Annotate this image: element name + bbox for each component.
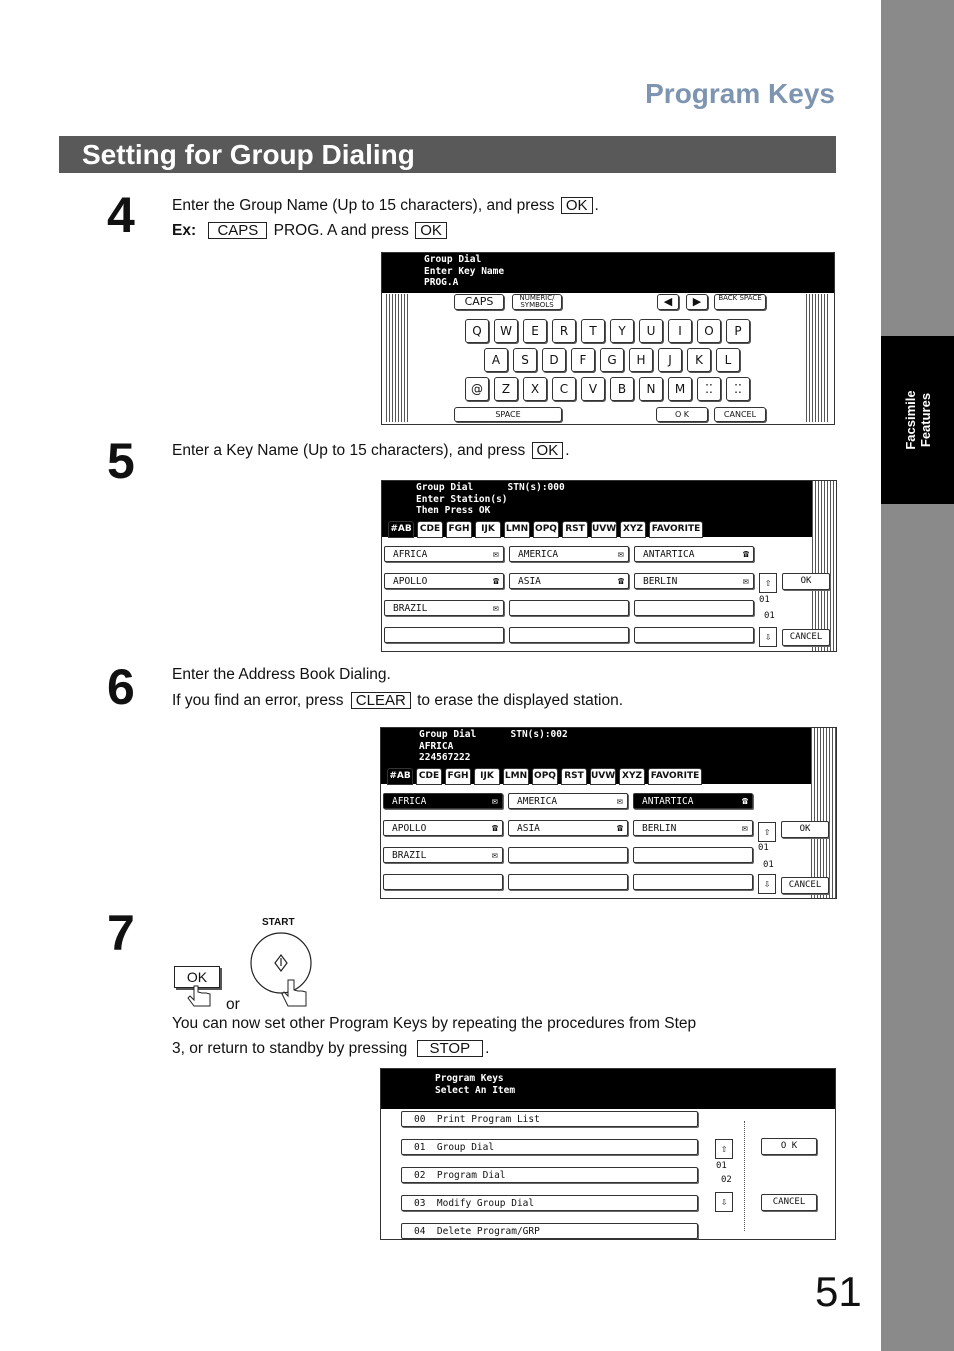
tab-8[interactable]: XYZ [619,768,645,785]
address-entry[interactable] [383,874,503,890]
key-8-row2[interactable]: L [716,348,740,372]
step7-text: 3, or return to standby by pressing [172,1040,408,1057]
phone-icon: ☎ [491,823,498,834]
step4-example [172,222,449,240]
screen-head-line: AFRICA [419,740,454,752]
ok-button[interactable]: O K [656,407,708,422]
key-2-row2[interactable]: D [542,348,566,372]
menu-item[interactable]: 02 Program Dial [401,1167,698,1183]
tab-2[interactable]: FGH [446,521,472,538]
entry-label: APOLLO [392,823,427,834]
address-entry[interactable] [633,793,753,809]
address-entry[interactable] [383,820,503,836]
step6-text-a: If you find an error, press [172,692,344,709]
address-entry[interactable] [509,573,629,589]
screen-head-line: PROG.A [424,277,459,288]
key-5-row2[interactable]: H [629,348,653,372]
key-2-row1[interactable]: E [523,319,547,343]
page-number: 51 [815,1268,862,1315]
step-number-7: 7 [107,905,135,961]
station-selected-screen [380,727,837,899]
address-entry[interactable] [384,600,504,616]
example-label: Ex: [172,222,197,239]
example-text: PROG. A and press [273,222,409,239]
entry-label: BERLIN [643,576,678,587]
address-entry[interactable] [508,874,628,890]
key-1-row1[interactable]: W [494,319,518,343]
address-entry[interactable] [384,546,504,562]
address-entry[interactable] [508,793,628,809]
screen-head-line: Select An Item [435,1084,516,1096]
address-entry[interactable] [508,820,628,836]
key-4-row2[interactable]: G [600,348,624,372]
tab-5[interactable]: OPQ [532,768,558,785]
address-entry[interactable] [508,847,628,863]
address-entry[interactable] [634,600,754,616]
key-6-row1[interactable]: U [639,319,663,343]
address-entry[interactable] [383,847,503,863]
step5-text: Enter a Key Name (Up to 15 characters), and press [172,442,526,459]
entry-label: AMERICA [518,549,559,560]
email-icon: ✉ [491,850,498,861]
page-header-title: Program Keys [645,78,835,109]
tab-7[interactable]: UVW [590,768,616,785]
entry-label: BRAZIL [392,850,427,861]
tab-2[interactable]: FGH [445,768,471,785]
screen-hatch [806,294,830,422]
page-indicator-top: 01 [758,843,769,853]
step7-line1: You can now set other Program Keys by repeating the procedures from Step [172,1015,697,1032]
tab-1[interactable]: CDE [417,521,443,538]
cursor-right-button[interactable]: ▶ [686,294,708,310]
scroll-down-icon[interactable]: ⇩ [715,1192,733,1212]
key-0-row1[interactable]: Q [465,319,489,343]
menu-item[interactable]: 01 Group Dial [401,1139,698,1155]
key-6-row3[interactable]: N [639,377,663,401]
cancel-button[interactable]: CANCEL [782,629,830,646]
phone-icon: ☎ [616,823,623,834]
key-7-row3[interactable]: M [668,377,692,401]
page-indicator-bottom: 01 [763,860,774,870]
step7-line2: 3, or return to standby by pressing STOP . [172,1040,490,1057]
key-8-row3[interactable]: ⁚⁚ [697,377,721,401]
or-text: or [226,996,240,1013]
tab-9[interactable]: FAVORITE [649,521,703,538]
pressing-finger-icon [186,984,216,1008]
key-1-row2[interactable]: S [513,348,537,372]
ok-button[interactable]: OK [782,573,830,590]
entry-label: AFRICA [393,549,428,560]
tab-3[interactable]: IJK [474,768,500,785]
screen-header [381,1069,835,1109]
ok-key-illustration: OK [174,966,220,988]
key-3-row2[interactable]: F [571,348,595,372]
address-entry[interactable] [633,820,753,836]
section-side-tab [881,336,954,504]
tab-9[interactable]: FAVORITE [648,768,702,785]
tab-7[interactable]: UVW [591,521,617,538]
key-0-row3[interactable]: @ [465,377,489,401]
numeric-symbols-button[interactable]: NUMERIC/ SYMBOLS [512,294,562,310]
key-5-row3[interactable]: B [610,377,634,401]
ok-key-label: OK [415,222,447,239]
entry-label: ANTARTICA [643,549,695,560]
screen-head-line: Enter Key Name [424,265,505,277]
caps-button[interactable]: CAPS [454,294,504,310]
key-6-row2[interactable]: J [658,348,682,372]
side-tab-line1: Facsimile [902,390,918,450]
program-keys-screen [380,1068,836,1240]
entry-label: AMERICA [517,796,558,807]
tab-4[interactable]: LMN [503,768,529,785]
scroll-up-icon[interactable]: ⇧ [715,1139,733,1159]
key-4-row1[interactable]: T [581,319,605,343]
tab-6[interactable]: RST [561,768,587,785]
scroll-down-icon[interactable]: ⇩ [759,627,777,647]
start-button-icon [248,930,314,1010]
email-icon: ✉ [492,549,499,560]
address-entry[interactable] [509,600,629,616]
step-number-4: 4 [107,187,135,243]
phone-icon: ☎ [492,576,499,587]
phone-icon: ☎ [741,796,748,807]
address-entry[interactable] [634,573,754,589]
address-entry[interactable] [384,627,504,643]
cancel-button[interactable]: CANCEL [714,407,766,422]
step6-line2 [172,692,623,710]
page-indicator-top: 01 [759,595,770,605]
ok-button[interactable]: O K [761,1138,817,1155]
screen-header [382,253,834,293]
screen-head-line: 224567222 [419,752,471,763]
cursor-left-button[interactable]: ◀ [657,294,679,310]
step-number-5: 5 [107,433,135,489]
screen-hatch [811,728,836,898]
email-icon: ✉ [741,823,748,834]
tab-0[interactable]: #AB [387,768,413,785]
phone-icon: ☎ [742,549,749,560]
start-label: START [262,917,295,928]
menu-item[interactable]: 04 Delete Program/GRP [401,1223,698,1239]
tab-3[interactable]: IJK [475,521,501,538]
key-7-row1[interactable]: I [668,319,692,343]
step-number-6: 6 [107,659,135,715]
screen-head-line: Then Press OK [416,505,491,516]
key-3-row3[interactable]: C [552,377,576,401]
key-0-row2[interactable]: A [484,348,508,372]
station-select-screen [381,480,837,652]
ok-key-label: OK [532,442,564,459]
screen-head-line: Enter Station(s) [416,493,508,505]
menu-item[interactable]: 00 Print Program List [401,1111,698,1127]
step5-instruction: Enter a Key Name (Up to 15 characters), and press OK . [172,442,570,459]
page-indicator-bottom: 01 [764,611,775,621]
step4-text: Enter the Group Name (Up to 15 characters), and press [172,197,555,214]
cancel-button[interactable]: CANCEL [781,877,829,894]
email-icon: ✉ [616,796,623,807]
key-1-row3[interactable]: Z [494,377,518,401]
section-banner [59,136,836,173]
entry-label: ASIA [518,576,541,587]
address-entry[interactable] [509,546,629,562]
divider [744,1121,745,1231]
step4-instruction: Enter the Group Name (Up to 15 characters), and press OK . [172,197,599,214]
tab-6[interactable]: RST [562,521,588,538]
key-4-row3[interactable]: V [581,377,605,401]
page-indicator-top: 01 [716,1161,727,1171]
page-indicator-bottom: 02 [721,1175,732,1185]
email-icon: ✉ [491,796,498,807]
address-entry[interactable] [384,573,504,589]
key-2-row3[interactable]: X [523,377,547,401]
cancel-button[interactable]: CANCEL [761,1194,817,1211]
stop-key-label: STOP [417,1040,484,1057]
entry-label: ANTARTICA [642,796,694,807]
menu-item[interactable]: 03 Modify Group Dial [401,1195,698,1211]
key-5-row1[interactable]: Y [610,319,634,343]
key-9-row1[interactable]: P [726,319,750,343]
screen-hatch [386,294,410,422]
step6-line1: Enter the Address Book Dialing. [172,666,391,683]
key-3-row1[interactable]: R [552,319,576,343]
section-title: Setting for Group Dialing [82,139,415,170]
address-entry[interactable] [633,874,753,890]
address-entry[interactable] [634,627,754,643]
caps-key-label: CAPS [208,222,267,239]
screen-head-line: Group Dial [424,254,482,265]
backspace-button[interactable]: BACK SPACE [714,294,766,310]
address-entry[interactable] [633,847,753,863]
tab-0[interactable]: #AB [388,521,414,538]
screen-head-line: Group Dial STN(s):000 [416,482,565,493]
tab-5[interactable]: OPQ [533,521,559,538]
screen-hatch [812,481,836,651]
email-icon: ✉ [742,576,749,587]
email-icon: ✉ [617,549,624,560]
key-9-row3[interactable]: ⁚⁚ [726,377,750,401]
entry-label: ASIA [517,823,540,834]
key-7-row2[interactable]: K [687,348,711,372]
address-entry[interactable] [383,793,503,809]
address-entry[interactable] [509,627,629,643]
keyboard-screen [381,252,835,425]
scroll-up-icon[interactable]: ⇧ [758,822,776,842]
entry-label: AFRICA [392,796,427,807]
space-button[interactable]: SPACE [454,407,562,422]
address-entry[interactable] [634,546,754,562]
tab-1[interactable]: CDE [416,768,442,785]
screen-head-line: Group Dial STN(s):002 [419,729,568,740]
entry-label: BERLIN [642,823,677,834]
scroll-down-icon[interactable]: ⇩ [758,874,776,894]
entry-label: APOLLO [393,576,428,587]
side-margin-bar [881,0,954,1351]
scroll-up-icon[interactable]: ⇧ [759,573,777,593]
tab-4[interactable]: LMN [504,521,530,538]
side-tab-line2: Features [917,392,933,448]
entry-label: BRAZIL [393,603,428,614]
email-icon: ✉ [492,603,499,614]
screen-head-line: Program Keys [435,1073,504,1084]
ok-key-label: OK [561,197,593,214]
phone-icon: ☎ [617,576,624,587]
key-8-row1[interactable]: O [697,319,721,343]
clear-key-label: CLEAR [351,692,411,709]
ok-button[interactable]: OK [781,821,829,838]
tab-8[interactable]: XYZ [620,521,646,538]
step6-text-b: to erase the displayed station. [417,692,624,709]
